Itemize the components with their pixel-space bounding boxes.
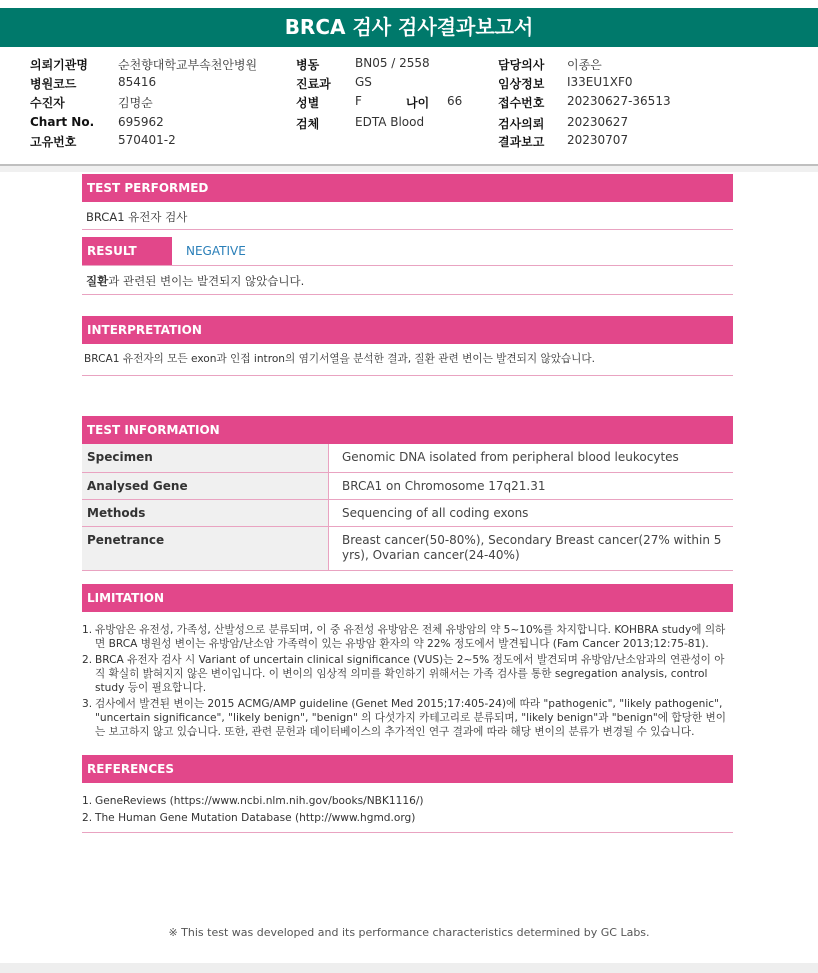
list-item (82, 653, 733, 695)
limitation-header: LIMITATION (82, 584, 733, 612)
list-item (82, 623, 733, 651)
list-number: 1. (82, 624, 93, 636)
sex-value: F (355, 94, 362, 108)
header-shadow (0, 166, 818, 172)
age-label: 나이 (406, 96, 430, 110)
clinical-info-label: 임상정보 (498, 77, 545, 91)
unique-id-label: 고유번호 (30, 135, 77, 149)
report-title: BRCA 검사 검사결과보고서 (0, 8, 818, 47)
list-item (82, 811, 733, 825)
patient-name-label: 수진자 (30, 96, 65, 110)
result-label: RESULT (82, 237, 172, 265)
references-header: REFERENCES (82, 755, 733, 783)
list-number: 2. (82, 812, 93, 824)
request-date-value: 20230627 (567, 115, 629, 129)
hospital-code-label: 병원코드 (30, 77, 77, 91)
request-date-label: 검사의뢰 (498, 117, 545, 131)
hospital-name-label: 의뢰기관명 (30, 58, 88, 72)
ward-value: BN05 / 2558 (355, 56, 430, 70)
result-row (82, 237, 733, 266)
divider (82, 832, 733, 833)
patient-name-value: 김명순 (118, 96, 153, 110)
limitation-list (82, 623, 733, 741)
test-information-table (82, 444, 733, 571)
department-label: 진료과 (296, 77, 331, 91)
test-information-header: TEST INFORMATION (82, 416, 733, 444)
test-performed-header: TEST PERFORMED (82, 174, 733, 202)
bottom-strip (0, 963, 818, 973)
table-row (82, 499, 733, 526)
accession-number-label: 접수번호 (498, 96, 545, 110)
list-item (82, 697, 733, 739)
analysed-gene-value: BRCA1 on Chromosome 17q21.31 (329, 472, 734, 499)
specimen-key: Specimen (82, 444, 329, 472)
test-performed-value: BRCA1 유전자 검사 (86, 210, 188, 224)
analysed-gene-key: Analysed Gene (82, 472, 329, 499)
limitation-text-2: BRCA 유전자 검사 시 Variant of uncertain clinical significance (VUS)는 2~5% 정도에서 발견되며 유방암/난소암과의 연관성이 아직 확실히 밝혀지지 않은 변이입니다. 이 변이의 임상적 의미를 확인하기 위해서는 가족 검사를 통한 segregation analysis, control study 등이 필요합니다. (95, 654, 725, 694)
hospital-name-value: 순천향대학교부속천안병원 (118, 58, 258, 72)
table-row (82, 526, 733, 570)
divider (82, 294, 733, 295)
hospital-code-value: 85416 (118, 75, 157, 89)
result-statement (86, 273, 304, 289)
result-statement-bold: 질환 (86, 274, 109, 288)
specimen-type-value: EDTA Blood (355, 115, 425, 129)
methods-key: Methods (82, 499, 329, 526)
clinical-info-value: I33EU1XF0 (567, 75, 633, 89)
list-number: 1. (82, 795, 93, 807)
specimen-value: Genomic DNA isolated from peripheral blood leukocytes (329, 444, 734, 472)
accession-number-value: 20230627-36513 (567, 94, 671, 108)
list-number: 2. (82, 654, 93, 666)
unique-id-value: 570401-2 (118, 133, 176, 147)
result-statement-rest: 과 관련된 변이는 발견되지 않았습니다. (108, 274, 305, 288)
report-date-value: 20230707 (567, 133, 629, 147)
footer-note: ※ This test was developed and its performance characteristics determined by GC Labs. (168, 926, 650, 939)
reference-1: GeneReviews (https://www.ncbi.nlm.nih.gov/books/NBK1116/) (95, 795, 424, 807)
department-value: GS (355, 75, 372, 89)
reference-2: The Human Gene Mutation Database (http://www.hgmd.org) (95, 812, 416, 824)
age-value: 66 (447, 94, 463, 108)
table-row (82, 472, 733, 499)
divider (82, 229, 733, 230)
interpretation-header: INTERPRETATION (82, 316, 733, 344)
table-row (82, 444, 733, 472)
chart-no-value: 695962 (118, 115, 164, 129)
limitation-text-1: 유방암은 유전성, 가족성, 산발성으로 분류되며, 이 중 유전성 유방암은 전체 유방암의 약 5~10%를 차지합니다. KOHBRA study에 의하면 BRCA 병원성 변이는 유방암/난소암 가족력이 있는 유방암 환자의 약 22% 정도에서 발견됩니다 (Fam Cancer 2013;12:75-81). (95, 624, 726, 650)
doctor-value: 이종은 (567, 58, 602, 72)
interpretation-text: BRCA1 유전자의 모든 exon과 인접 intron의 염기서열을 분석한 결과, 질환 관련 변이는 발견되지 않았습니다. (84, 353, 596, 365)
penetrance-value: Breast cancer(50-80%), Secondary Breast cancer(27% within 5 yrs), Ovarian cancer(24-40%) (329, 526, 734, 570)
doctor-label: 담당의사 (498, 58, 545, 72)
patient-header (0, 52, 818, 164)
sex-label: 성별 (296, 96, 320, 110)
penetrance-key: Penetrance (82, 526, 329, 570)
list-item (82, 794, 733, 808)
ward-label: 병동 (296, 58, 320, 72)
references-list (82, 794, 733, 827)
methods-value: Sequencing of all coding exons (329, 499, 734, 526)
chart-no-label: Chart No. (30, 115, 95, 129)
report-date-label: 결과보고 (498, 135, 545, 149)
result-value: NEGATIVE (186, 244, 246, 258)
limitation-text-3: 검사에서 발견된 변이는 2015 ACMG/AMP guideline (Genet Med 2015;17:405-24)에 따라 "pathogenic", "likely pathogenic", "uncertain significance", "likely benign", "benign" 의 다섯가지 카테고리로 분류되며, "likely benign"과 "benign"에 합당한 변이는 보고하지 않고 있습니다. 또한, 관련 문헌과 데이터베이스의 추가적인 연구 결과에 따라 해당 변이의 분류가 변경될 수 있습니다. (95, 698, 726, 738)
divider (82, 375, 733, 376)
list-number: 3. (82, 698, 93, 710)
specimen-type-label: 검체 (296, 117, 320, 131)
